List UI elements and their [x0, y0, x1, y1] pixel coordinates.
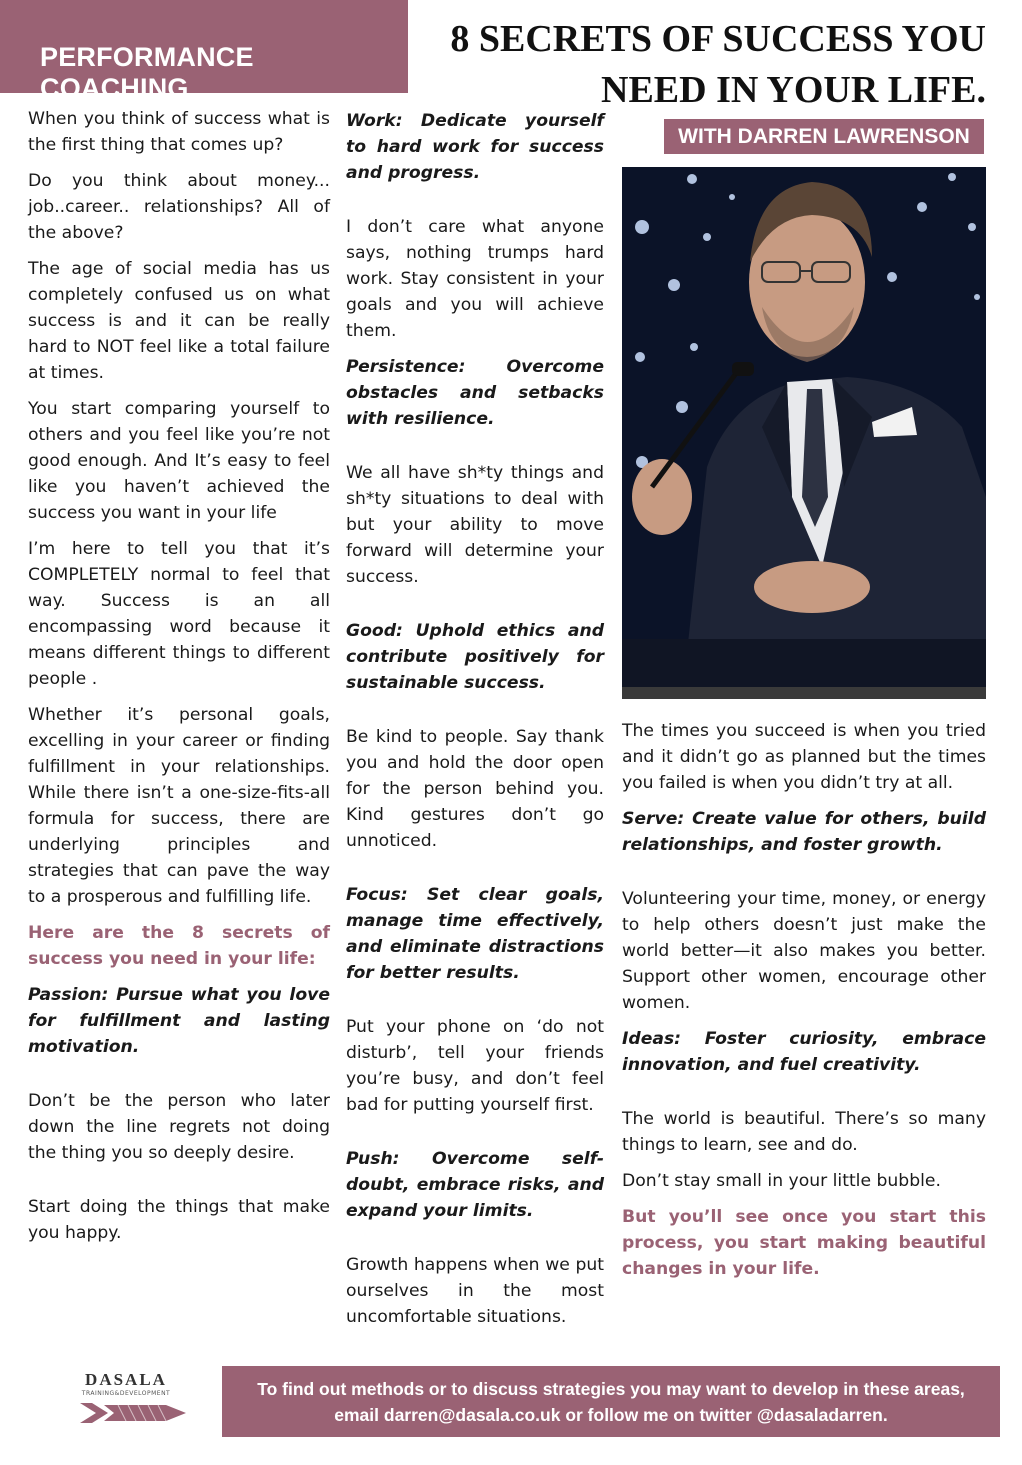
- contact-text: To find out methods or to discuss strategies you may want to develop in these areas, email darren@dasala.co.uk or follow me on twitter @dasaladarren.: [257, 1378, 965, 1425]
- speaker-photo: [622, 167, 986, 699]
- paragraph: I don’t care what anyone says, nothing trumps hard work. Stay consistent in your goals and you will achieve them.: [346, 217, 604, 341]
- paragraph: Don’t be the person who later down the line regrets not doing the thing you so deeply desire.: [28, 1091, 330, 1163]
- paragraph: Be kind to people. Say thank you and hold the door open for the person behind you. Kind gestures don’t go unnoticed.: [346, 727, 604, 851]
- paragraph: You start comparing yourself to others and you feel like you’re not good enough. And It’s easy to feel like you haven’t achieved the success you want in your life: [28, 399, 330, 523]
- paragraph: We all have sh*ty things and sh*ty situations to deal with but your ability to move forward will determine your success.: [346, 463, 604, 587]
- paragraph: Do you think about money... job..career.. relationships? All of the above?: [28, 171, 330, 243]
- secret-heading-ideas: Ideas: Foster curiosity, embrace innovation, and fuel creativity.: [622, 1029, 986, 1075]
- secret-heading-persistence: Persistence: Overcome obstacles and setbacks with resilience.: [346, 357, 604, 429]
- paragraph: Growth happens when we put ourselves in the most uncomfortable situations.: [346, 1255, 604, 1327]
- page-title: [426, 14, 986, 116]
- arrow-logo-icon: [78, 1397, 188, 1429]
- title-line-1: 8 SECRETS OF SUCCESS YOU: [450, 18, 986, 60]
- paragraph: Whether it’s personal goals, excelling in your career or finding fulfillment in your relationships. While there isn’t a one-size-fits-all formula for success, there are underlying principles and strategies that can pave the way to a prosperous and fulfilling life.: [28, 705, 330, 907]
- dasala-logo: [78, 1370, 190, 1434]
- closing-highlight: But you’ll see once you start this process, you start making beautiful changes in your life.: [622, 1207, 986, 1279]
- paragraph: I’m here to tell you that it’s COMPLETELY normal to feel that way. Success is an all encompassing word because it means different things to different people .: [28, 539, 330, 689]
- column-1: [28, 106, 330, 1256]
- logo-tagline: TRAINING&DEVELOPMENT: [81, 1390, 171, 1397]
- section-label: PERFORMANCE COACHING: [40, 42, 254, 103]
- secret-heading-focus: Focus: Set clear goals, manage time effectively, and eliminate distractions for better results.: [346, 885, 604, 983]
- paragraph: Volunteering your time, money, or energy to help others doesn’t just make the world better—it also makes you better. Support other women, encourage other women.: [622, 889, 986, 1013]
- title-line-2: NEED IN YOUR LIFE.: [601, 69, 986, 111]
- section-banner: [0, 0, 408, 103]
- paragraph: Put your phone on ‘do not disturb’, tell your friends you’re busy, and don’t feel bad for putting yourself first.: [346, 1017, 604, 1115]
- secret-heading-work: Work: Dedicate yourself to hard work for success and progress.: [346, 111, 604, 183]
- secret-heading-good: Good: Uphold ethics and contribute positively for sustainable success.: [346, 621, 604, 693]
- logo-name: DASALA: [85, 1370, 167, 1389]
- secret-heading-passion: Passion: Pursue what you love for fulfillment and lasting motivation.: [28, 985, 330, 1057]
- author-badge: WITH DARREN LAWRENSON: [664, 119, 984, 154]
- paragraph: The world is beautiful. There’s so many things to learn, see and do.: [622, 1109, 986, 1155]
- secret-heading-serve: Serve: Create value for others, build relationships, and foster growth.: [622, 809, 986, 855]
- column-3: [622, 718, 986, 1292]
- secrets-intro: Here are the 8 secrets of success you need in your life:: [28, 923, 330, 969]
- paragraph: The age of social media has us completely confused us on what success is and it can be really hard to NOT feel like a total failure at times.: [28, 259, 330, 383]
- secret-heading-push: Push: Overcome self-doubt, embrace risks, and expand your limits.: [346, 1149, 604, 1221]
- speaker-illustration: [622, 167, 986, 699]
- paragraph: Don’t stay small in your little bubble.: [622, 1171, 941, 1191]
- paragraph: Start doing the things that make you happy.: [28, 1197, 330, 1243]
- paragraph: The times you succeed is when you tried and it didn’t go as planned but the times you failed is when you didn’t try at all.: [622, 721, 986, 793]
- paragraph: When you think of success what is the first thing that comes up?: [28, 109, 330, 155]
- contact-footer: [222, 1366, 1000, 1437]
- column-2: [346, 108, 604, 1340]
